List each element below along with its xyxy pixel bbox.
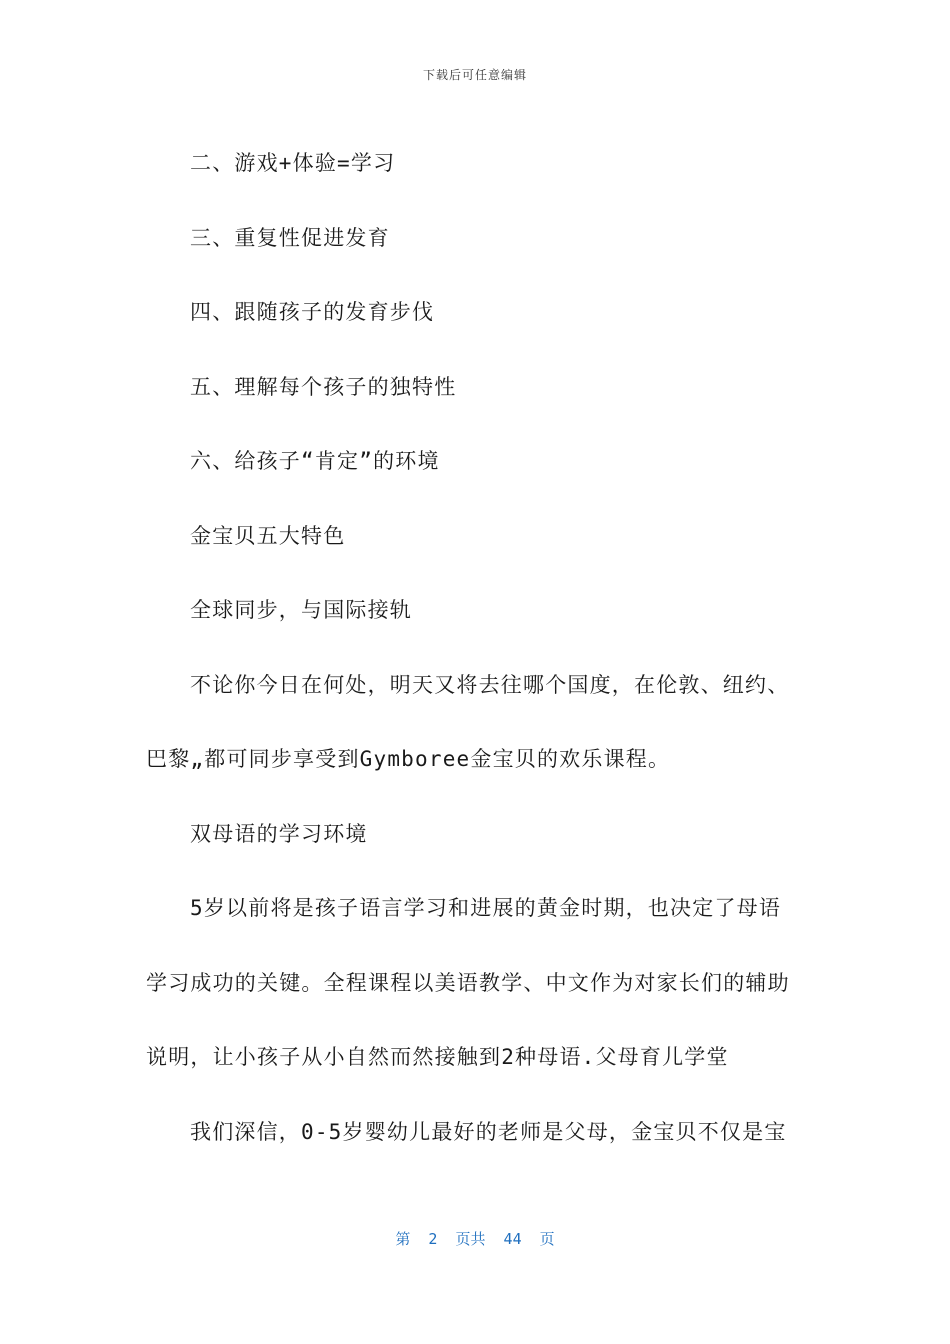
paragraph-bilingual-line-2: 学习成功的关键。全程课程以美语教学、中文作为对家长们的辅助 <box>146 970 790 995</box>
paragraph-2: 三、重复性促进发育 <box>190 225 390 250</box>
paragraph-5: 六、给孩子“肯定”的环境 <box>190 449 440 473</box>
subheading-global-sync: 全球同步，与国际接轨 <box>190 598 412 622</box>
page-footer: 第 2 页共 44 页 <box>395 1230 555 1248</box>
document-body <box>146 126 806 1169</box>
paragraph-4: 五、理解每个孩子的独特性 <box>190 374 457 399</box>
paragraph-1: 二、游戏+体验=学习 <box>190 151 396 175</box>
paragraph-3: 四、跟随孩子的发育步伐 <box>190 300 435 324</box>
paragraph-parents-line-1: 我们深信，0-5岁婴幼儿最好的老师是父母，金宝贝不仅是宝 <box>190 1119 787 1144</box>
paragraph-global-sync-line-1: 不论你今日在何处，明天又将去往哪个国度，在伦敦、纽约、 <box>190 672 790 697</box>
paragraph-bilingual-line-1: 5岁以前将是孩子语言学习和进展的黄金时期，也决定了母语 <box>190 896 782 920</box>
page-header: 下载后可任意编辑 <box>422 68 527 82</box>
subheading-bilingual: 双母语的学习环境 <box>190 821 368 846</box>
paragraph-global-sync-line-2: 巴黎„都可同步享受到Gymboree金宝贝的欢乐课程。 <box>146 747 671 771</box>
section-heading-features: 金宝贝五大特色 <box>190 523 346 548</box>
paragraph-bilingual-line-3: 说明，让小孩子从小自然而然接触到2种母语.父母育儿学堂 <box>146 1045 729 1069</box>
